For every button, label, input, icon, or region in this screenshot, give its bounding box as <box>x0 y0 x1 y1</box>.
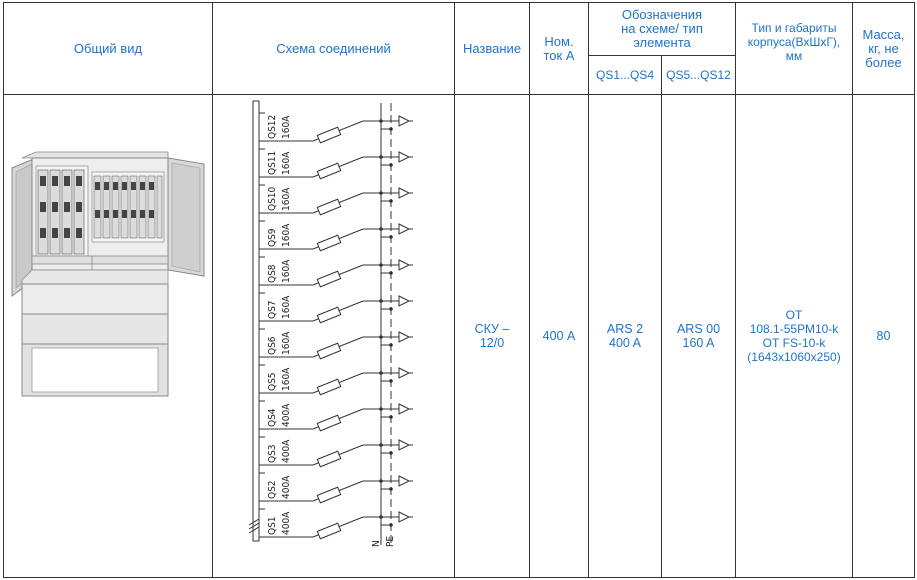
switch-qs2 <box>259 473 413 503</box>
header-wiring-diagram: Схема соединений <box>276 40 391 56</box>
header-enclosure: Тип и габариты корпуса(ВхШхГ), мм <box>747 21 841 63</box>
header-name: Название <box>462 40 522 56</box>
switch-qs1 <box>259 509 413 539</box>
neutral-connection-dot <box>379 407 383 411</box>
neutral-connection-dot <box>379 479 383 483</box>
row-name: СКУ – 12/0 <box>474 322 510 350</box>
fuse-element <box>317 307 340 323</box>
pe-label: PE <box>385 535 396 547</box>
switch-qs8 <box>259 257 413 287</box>
switch-label: QS3 <box>267 444 278 463</box>
switch-label: QS4 <box>267 408 278 427</box>
header-nominal-current: Ном. ток А <box>543 33 575 63</box>
switch-rating: 160A <box>281 367 292 391</box>
neutral-connection-dot <box>379 335 383 339</box>
neutral-connection-dot <box>379 227 383 231</box>
fuse-element <box>317 199 340 215</box>
neutral-label: N <box>371 540 382 547</box>
header-general-view: Общий вид <box>73 40 143 56</box>
switch-qs6 <box>259 329 413 359</box>
pe-connection-dot <box>389 343 393 347</box>
terminal-triangle <box>399 188 409 198</box>
fuse-element <box>317 343 340 359</box>
busbar <box>253 101 259 541</box>
pe-connection-dot <box>389 127 393 131</box>
neutral-connection-dot <box>379 371 383 375</box>
switch-qs9 <box>259 221 413 251</box>
pe-connection-dot <box>389 271 393 275</box>
header-mass: Масса, кг, не более <box>862 26 905 70</box>
pe-connection-dot <box>389 235 393 239</box>
neutral-connection-dot <box>379 155 383 159</box>
terminal-triangle <box>399 332 409 342</box>
switch-rating: 400A <box>281 511 292 535</box>
neutral-connection-dot <box>379 515 383 519</box>
switch-rating: 160A <box>281 115 292 139</box>
switch-qs11 <box>259 149 413 179</box>
switch-label: QS8 <box>267 264 278 283</box>
switch-rating: 160A <box>281 295 292 319</box>
neutral-connection-dot <box>379 299 383 303</box>
cabinet-illustration <box>8 150 208 400</box>
switch-label: QS9 <box>267 228 278 247</box>
pe-connection-dot <box>389 487 393 491</box>
pe-connection-dot <box>389 415 393 419</box>
fuse-element <box>317 271 340 287</box>
switch-label: QS1 <box>267 516 278 535</box>
switch-label: QS5 <box>267 372 278 391</box>
switch-qs7 <box>259 293 413 323</box>
switch-label: QS11 <box>267 150 278 175</box>
switch-rating: 160A <box>281 331 292 355</box>
header-designation-qs1-4: QS1...QS4 <box>595 68 655 82</box>
switch-qs12 <box>259 113 413 143</box>
fuse-element <box>317 487 340 503</box>
switch-label: QS2 <box>267 480 278 499</box>
pe-connection-dot <box>389 451 393 455</box>
neutral-connection-dot <box>379 191 383 195</box>
switch-label: QS12 <box>267 114 278 139</box>
row-mass: 80 <box>876 329 891 343</box>
terminal-triangle <box>399 260 409 270</box>
terminal-triangle <box>399 224 409 234</box>
switch-rating: 400A <box>281 475 292 499</box>
switch-qs3 <box>259 437 413 467</box>
pe-connection-dot <box>389 379 393 383</box>
pe-connection-dot <box>389 163 393 167</box>
table-border-bottom <box>3 577 915 578</box>
pe-connection-dot <box>389 307 393 311</box>
switch-rating: 160A <box>281 259 292 283</box>
large-switches-group <box>36 166 88 256</box>
terminal-triangle <box>399 368 409 378</box>
small-switches-group <box>92 172 164 242</box>
table-border-right <box>914 2 915 578</box>
switch-label: QS7 <box>267 300 278 319</box>
row-qs5-12-type: ARS 00 160 A <box>676 322 721 350</box>
fuse-element <box>317 451 340 467</box>
terminal-triangle <box>399 296 409 306</box>
switch-rating: 400A <box>281 403 292 427</box>
fuse-element <box>317 415 340 431</box>
switch-rating: 160A <box>281 187 292 211</box>
terminal-triangle <box>399 440 409 450</box>
pe-connection-dot <box>389 523 393 527</box>
switch-qs5 <box>259 365 413 395</box>
fuse-element <box>317 379 340 395</box>
row-nominal-current: 400 А <box>542 329 576 343</box>
neutral-connection-dot <box>379 263 383 267</box>
header-designation-qs5-12: QS5...QS12 <box>666 68 731 82</box>
terminal-triangle <box>399 116 409 126</box>
switch-rating: 160A <box>281 151 292 175</box>
pe-connection-dot <box>389 199 393 203</box>
switch-qs10 <box>259 185 413 215</box>
terminal-triangle <box>399 512 409 522</box>
switch-rating: 160A <box>281 223 292 247</box>
switch-label: QS10 <box>267 186 278 211</box>
terminal-triangle <box>399 476 409 486</box>
neutral-connection-dot <box>379 443 383 447</box>
terminal-triangle <box>399 404 409 414</box>
fuse-element <box>317 235 340 251</box>
header-designation: Обозначения на схеме/ тип элемента <box>621 7 703 50</box>
wiring-diagram <box>213 95 454 577</box>
fuse-element <box>317 163 340 179</box>
switch-rating: 400A <box>281 439 292 463</box>
fuse-element <box>317 523 340 539</box>
row-qs1-4-type: ARS 2 400 A <box>606 322 644 350</box>
neutral-connection-dot <box>379 119 383 123</box>
switch-label: QS6 <box>267 336 278 355</box>
switch-qs4 <box>259 401 413 431</box>
fuse-element <box>317 127 340 143</box>
terminal-triangle <box>399 152 409 162</box>
row-enclosure: ОТ 108.1-55РМ10-k ОТ FS-10-k (1643х1060х250) <box>747 308 841 364</box>
